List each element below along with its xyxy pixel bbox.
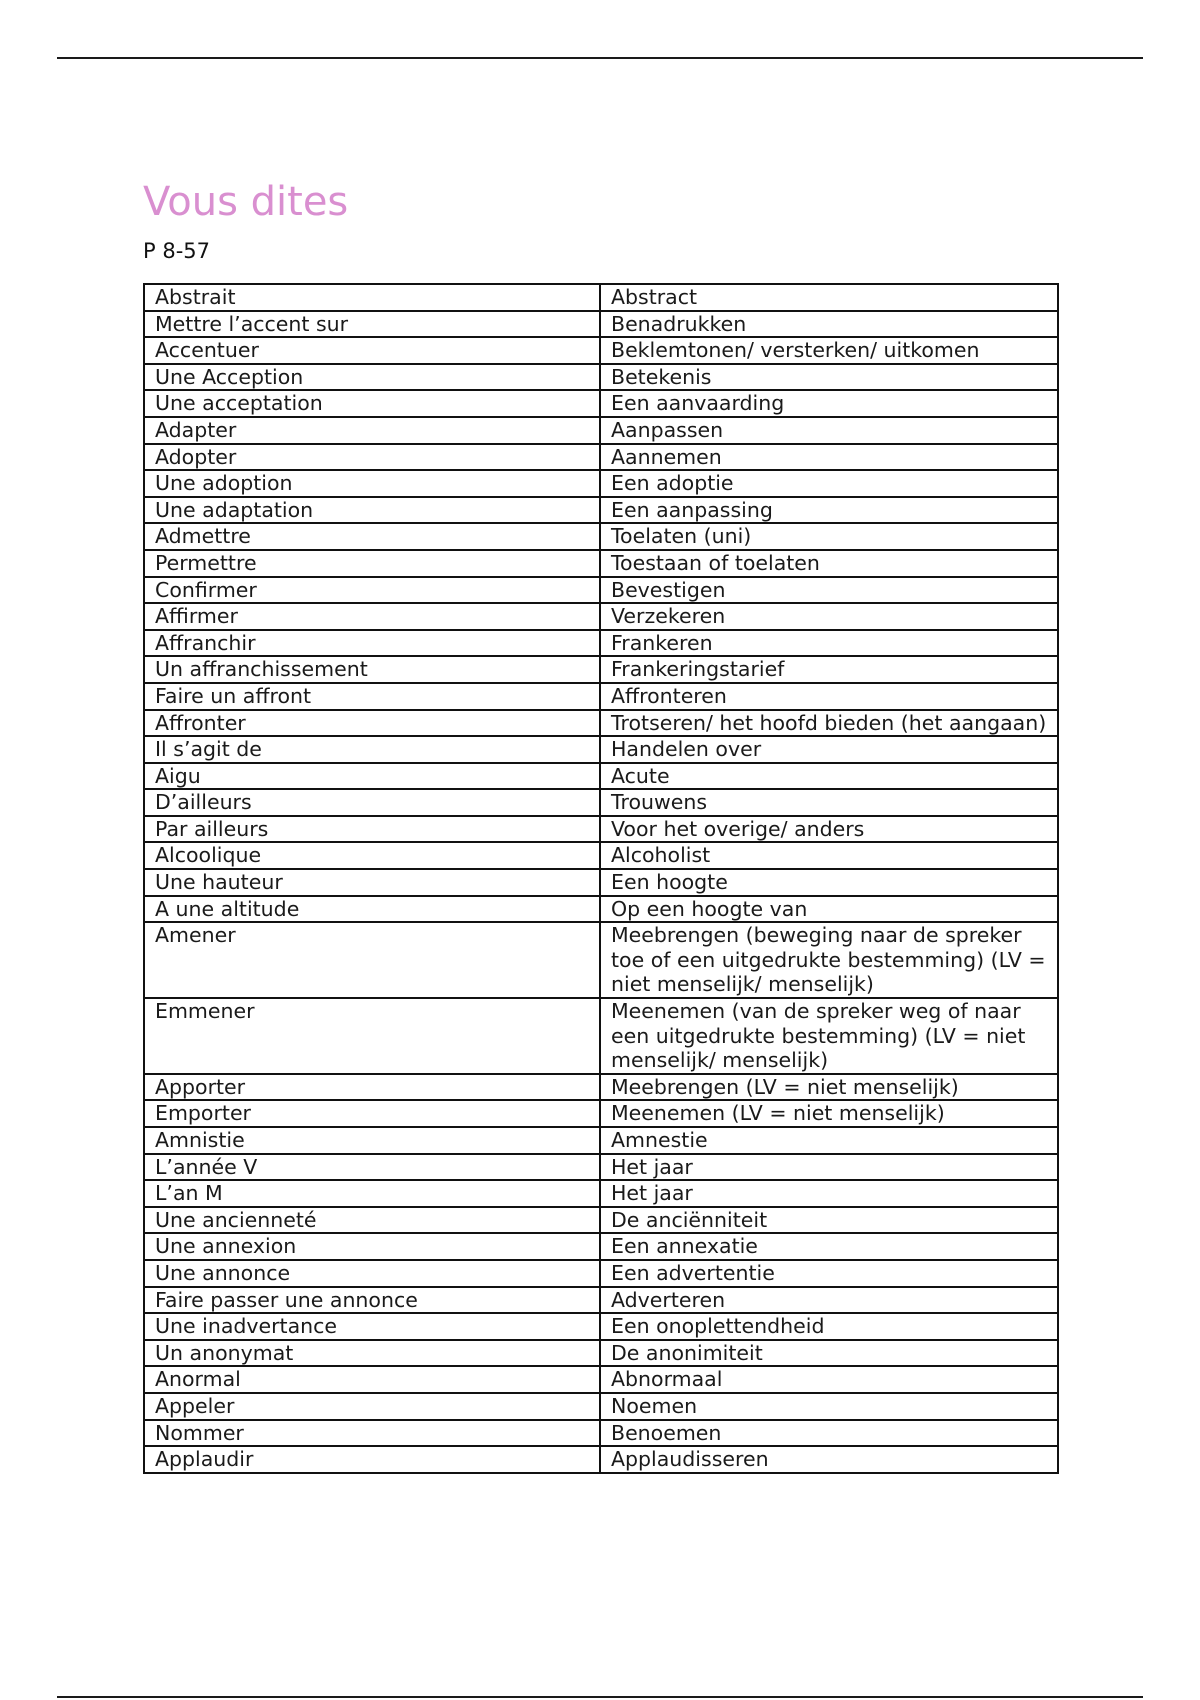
french-term-cell: Confirmer <box>144 577 600 604</box>
dutch-translation-cell: Een hoogte <box>600 869 1058 896</box>
dutch-translation-cell: Trotseren/ het hoofd bieden (het aangaan) <box>600 710 1058 737</box>
french-term-cell: Nommer <box>144 1420 600 1447</box>
table-row <box>144 1420 1058 1447</box>
dutch-translation-cell: Amnestie <box>600 1127 1058 1154</box>
dutch-translation-cell: Abstract <box>600 284 1058 311</box>
table-row <box>144 896 1058 923</box>
header-rule <box>57 57 1143 59</box>
table-row <box>144 603 1058 630</box>
french-term-cell: L’an M <box>144 1180 600 1207</box>
french-term-cell: Une ancienneté <box>144 1207 600 1234</box>
french-term-cell: Il s’agit de <box>144 736 600 763</box>
french-term-cell: L’année V <box>144 1154 600 1181</box>
dutch-translation-cell: Frankeren <box>600 630 1058 657</box>
table-row <box>144 789 1058 816</box>
table-row <box>144 1366 1058 1393</box>
dutch-translation-cell: Handelen over <box>600 736 1058 763</box>
table-row <box>144 1233 1058 1260</box>
french-term-cell: Adapter <box>144 417 600 444</box>
table-row <box>144 683 1058 710</box>
french-term-cell: Une hauteur <box>144 869 600 896</box>
table-row <box>144 550 1058 577</box>
table-row <box>144 922 1058 998</box>
dutch-translation-cell: Een advertentie <box>600 1260 1058 1287</box>
vocabulary-table-body <box>144 284 1058 1473</box>
table-row <box>144 1287 1058 1314</box>
table-row <box>144 1207 1058 1234</box>
table-row <box>144 337 1058 364</box>
french-term-cell: Un affranchissement <box>144 656 600 683</box>
dutch-translation-cell: De anonimiteit <box>600 1340 1058 1367</box>
french-term-cell: A une altitude <box>144 896 600 923</box>
vocabulary-table <box>143 283 1059 1474</box>
french-term-cell: Une annonce <box>144 1260 600 1287</box>
french-term-cell: Emmener <box>144 998 600 1074</box>
french-term-cell: Une annexion <box>144 1233 600 1260</box>
dutch-translation-cell: Betekenis <box>600 364 1058 391</box>
page-title: Vous dites <box>143 179 349 225</box>
french-term-cell: Adopter <box>144 444 600 471</box>
french-term-cell: Amener <box>144 922 600 998</box>
french-term-cell: Faire un affront <box>144 683 600 710</box>
french-term-cell: Applaudir <box>144 1446 600 1473</box>
dutch-translation-cell: Trouwens <box>600 789 1058 816</box>
table-row <box>144 816 1058 843</box>
table-row <box>144 710 1058 737</box>
table-row <box>144 311 1058 338</box>
table-row <box>144 1100 1058 1127</box>
dutch-translation-cell: Alcoholist <box>600 842 1058 869</box>
dutch-translation-cell: Toelaten (uni) <box>600 523 1058 550</box>
table-row <box>144 417 1058 444</box>
dutch-translation-cell: Een annexatie <box>600 1233 1058 1260</box>
table-row <box>144 736 1058 763</box>
french-term-cell: Alcoolique <box>144 842 600 869</box>
table-row <box>144 1154 1058 1181</box>
french-term-cell: Amnistie <box>144 1127 600 1154</box>
dutch-translation-cell: Het jaar <box>600 1180 1058 1207</box>
dutch-translation-cell: Meebrengen (beweging naar de spreker toe of een uitgedrukte bestemming) (LV = niet menselijk/ menselijk) <box>600 922 1058 998</box>
french-term-cell: Une inadvertance <box>144 1313 600 1340</box>
french-term-cell: Admettre <box>144 523 600 550</box>
table-row <box>144 869 1058 896</box>
dutch-translation-cell: Meenemen (van de spreker weg of naar een uitgedrukte bestemming) (LV = niet menselijk/ menselijk) <box>600 998 1058 1074</box>
table-row <box>144 1074 1058 1101</box>
table-row <box>144 577 1058 604</box>
french-term-cell: Une adaptation <box>144 497 600 524</box>
table-row <box>144 1180 1058 1207</box>
footer-rule <box>57 1696 1143 1698</box>
dutch-translation-cell: Abnormaal <box>600 1366 1058 1393</box>
table-row <box>144 1446 1058 1473</box>
french-term-cell: Mettre l’accent sur <box>144 311 600 338</box>
table-row <box>144 470 1058 497</box>
table-row <box>144 1127 1058 1154</box>
dutch-translation-cell: Benadrukken <box>600 311 1058 338</box>
table-row <box>144 364 1058 391</box>
french-term-cell: Une acceptation <box>144 390 600 417</box>
table-row <box>144 444 1058 471</box>
table-row <box>144 656 1058 683</box>
table-row <box>144 1393 1058 1420</box>
french-term-cell: Apporter <box>144 1074 600 1101</box>
table-row <box>144 630 1058 657</box>
french-term-cell: Permettre <box>144 550 600 577</box>
dutch-translation-cell: Noemen <box>600 1393 1058 1420</box>
dutch-translation-cell: Een aanvaarding <box>600 390 1058 417</box>
french-term-cell: Affirmer <box>144 603 600 630</box>
dutch-translation-cell: Bevestigen <box>600 577 1058 604</box>
table-row <box>144 284 1058 311</box>
dutch-translation-cell: Aanpassen <box>600 417 1058 444</box>
dutch-translation-cell: Meebrengen (LV = niet menselijk) <box>600 1074 1058 1101</box>
french-term-cell: Appeler <box>144 1393 600 1420</box>
dutch-translation-cell: Aannemen <box>600 444 1058 471</box>
dutch-translation-cell: Toestaan of toelaten <box>600 550 1058 577</box>
dutch-translation-cell: Op een hoogte van <box>600 896 1058 923</box>
dutch-translation-cell: Acute <box>600 763 1058 790</box>
french-term-cell: Par ailleurs <box>144 816 600 843</box>
french-term-cell: Une Acception <box>144 364 600 391</box>
table-row <box>144 998 1058 1074</box>
dutch-translation-cell: Een onoplettendheid <box>600 1313 1058 1340</box>
dutch-translation-cell: Beklemtonen/ versterken/ uitkomen <box>600 337 1058 364</box>
french-term-cell: Abstrait <box>144 284 600 311</box>
french-term-cell: D’ailleurs <box>144 789 600 816</box>
dutch-translation-cell: Het jaar <box>600 1154 1058 1181</box>
page-range: P 8-57 <box>143 239 210 263</box>
dutch-translation-cell: Frankeringstarief <box>600 656 1058 683</box>
dutch-translation-cell: Applaudisseren <box>600 1446 1058 1473</box>
table-row <box>144 1260 1058 1287</box>
table-row <box>144 523 1058 550</box>
dutch-translation-cell: Affronteren <box>600 683 1058 710</box>
dutch-translation-cell: Een aanpassing <box>600 497 1058 524</box>
dutch-translation-cell: Een adoptie <box>600 470 1058 497</box>
french-term-cell: Accentuer <box>144 337 600 364</box>
dutch-translation-cell: De anciënniteit <box>600 1207 1058 1234</box>
french-term-cell: Faire passer une annonce <box>144 1287 600 1314</box>
french-term-cell: Affranchir <box>144 630 600 657</box>
dutch-translation-cell: Verzekeren <box>600 603 1058 630</box>
table-row <box>144 1340 1058 1367</box>
table-row <box>144 390 1058 417</box>
french-term-cell: Emporter <box>144 1100 600 1127</box>
french-term-cell: Aigu <box>144 763 600 790</box>
table-row <box>144 497 1058 524</box>
dutch-translation-cell: Adverteren <box>600 1287 1058 1314</box>
french-term-cell: Un anonymat <box>144 1340 600 1367</box>
table-row <box>144 1313 1058 1340</box>
french-term-cell: Anormal <box>144 1366 600 1393</box>
table-row <box>144 842 1058 869</box>
french-term-cell: Une adoption <box>144 470 600 497</box>
french-term-cell: Affronter <box>144 710 600 737</box>
dutch-translation-cell: Benoemen <box>600 1420 1058 1447</box>
table-row <box>144 763 1058 790</box>
dutch-translation-cell: Voor het overige/ anders <box>600 816 1058 843</box>
dutch-translation-cell: Meenemen (LV = niet menselijk) <box>600 1100 1058 1127</box>
